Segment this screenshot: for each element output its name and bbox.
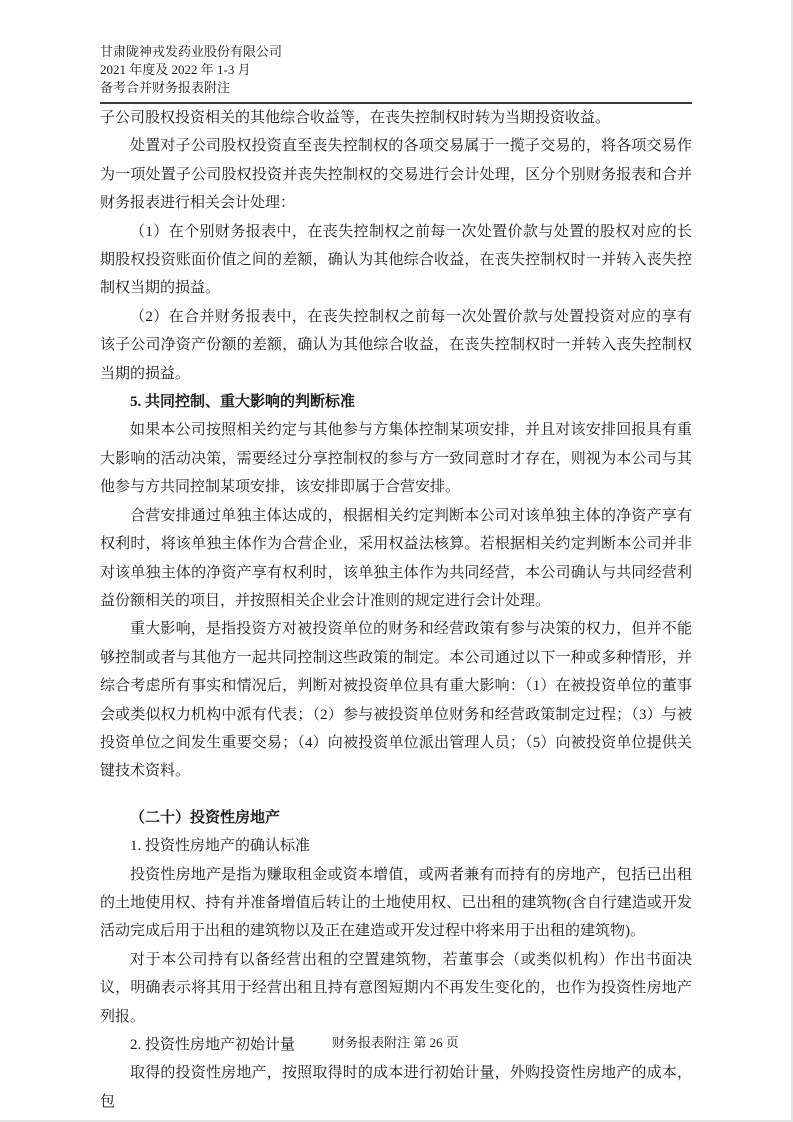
paragraph: 处置对子公司股权投资直至丧失控制权的各项交易属于一揽子交易的，将各项交易作为一项处置子公司股权投资并丧失控制权的交易进行会计处理，区分个别财务报表和合并财务报表进行相关会计处理： (100, 138, 692, 212)
paragraph: 对于本公司持有以备经营出租的空置建筑物，若董事会（或类似机构）作出书面决议，明确表示将其用于经营出租且持有意图短期内不再发生变化的，也作为投资性房地产列报。 (100, 951, 692, 1025)
paragraph: 重大影响，是指投资方对被投资单位的财务和经营政策有参与决策的权力，但并不能够控制或者与其他方一起共同控制这些政策的制定。本公司通过以下一种或多种情形，并综合考虑所有事实和情况后，判断对被投资单位具有重大影响：（1）在被投资单位的董事会或类似权力机构中派有代表；（2）参与被投资单位财务和经营政策制定过程；（3）与被投资单位之间发生重要交易；（4）向被投资单位派出管理人员；（5）向被投资单位提供关键技术资料。 (100, 621, 692, 780)
sub-heading-2: 2. 投资性房地产初始计量 (130, 1037, 296, 1053)
paragraph-continuation: 子公司股权投资相关的其他综合收益等，在丧失控制权时转为当期投资收益。 (100, 110, 611, 126)
section-heading-5: 5. 共同控制、重大影响的判断标准 (130, 394, 356, 411)
document-body (100, 104, 692, 1116)
document-header (100, 43, 692, 104)
paragraph-item-1: （1）在个别财务报表中，在丧失控制权之前每一次处置价款与处置的股权对应的长期股权投资账面价值之间的差额，确认为其他综合收益，在丧失控制权时一并转入丧失控制权当期的损益。 (100, 223, 692, 297)
paragraph: 投资性房地产是指为赚取租金或资本增值，或两者兼有而持有的房地产，包括已出租的土地使用权、持有并准备增值后转让的土地使用权、已出租的建筑物(含自行建造或开发活动完成后用于出租的建筑物以及正在建造或开发过程中将来用于出租的建筑物)。 (100, 866, 692, 940)
section-heading-20: （二十）投资性房地产 (130, 809, 281, 826)
report-period: 2021 年度及 2022 年 1-3 月 (100, 62, 251, 77)
report-title: 备考合并财务报表附注 (100, 80, 231, 95)
paragraph: 合营安排通过单独主体达成的，根据相关约定判断本公司对该单独主体的净资产享有权利时，将该单独主体作为合营企业，采用权益法核算。若根据相关约定判断本公司并非对该单独主体的净资产享有权利时，该单独主体作为共同经营，本公司确认与共同经营利益份额相关的项目，并按照相关企业会计准则的规定进行会计处理。 (100, 507, 692, 609)
paragraph-item-2: （2）在合并财务报表中，在丧失控制权之前每一次处置价款与处置投资对应的享有该子公司净资产份额的差额，确认为其他综合收益，在丧失控制权时一并转入丧失控制权当期的损益。 (100, 308, 692, 382)
paragraph-truncated: 取得的投资性房地产，按照取得时的成本进行初始计量，外购投资性房地产的成本，包 (100, 1065, 692, 1110)
company-name: 甘肃陇神戎发药业股份有限公司 (100, 44, 283, 59)
paragraph: 如果本公司按照相关约定与其他参与方集体控制某项安排，并且对该安排回报具有重大影响的活动决策，需要经过分享控制权的参与方一致同意时才存在，则视为本公司与其他参与方共同控制某项安排，该安排即属于合营安排。 (100, 422, 692, 496)
sub-heading-1: 1. 投资性房地产的确认标准 (130, 838, 311, 855)
page-footer (0, 1034, 791, 1052)
page-number-label: 财务报表附注 第 26 页 (332, 1035, 459, 1050)
